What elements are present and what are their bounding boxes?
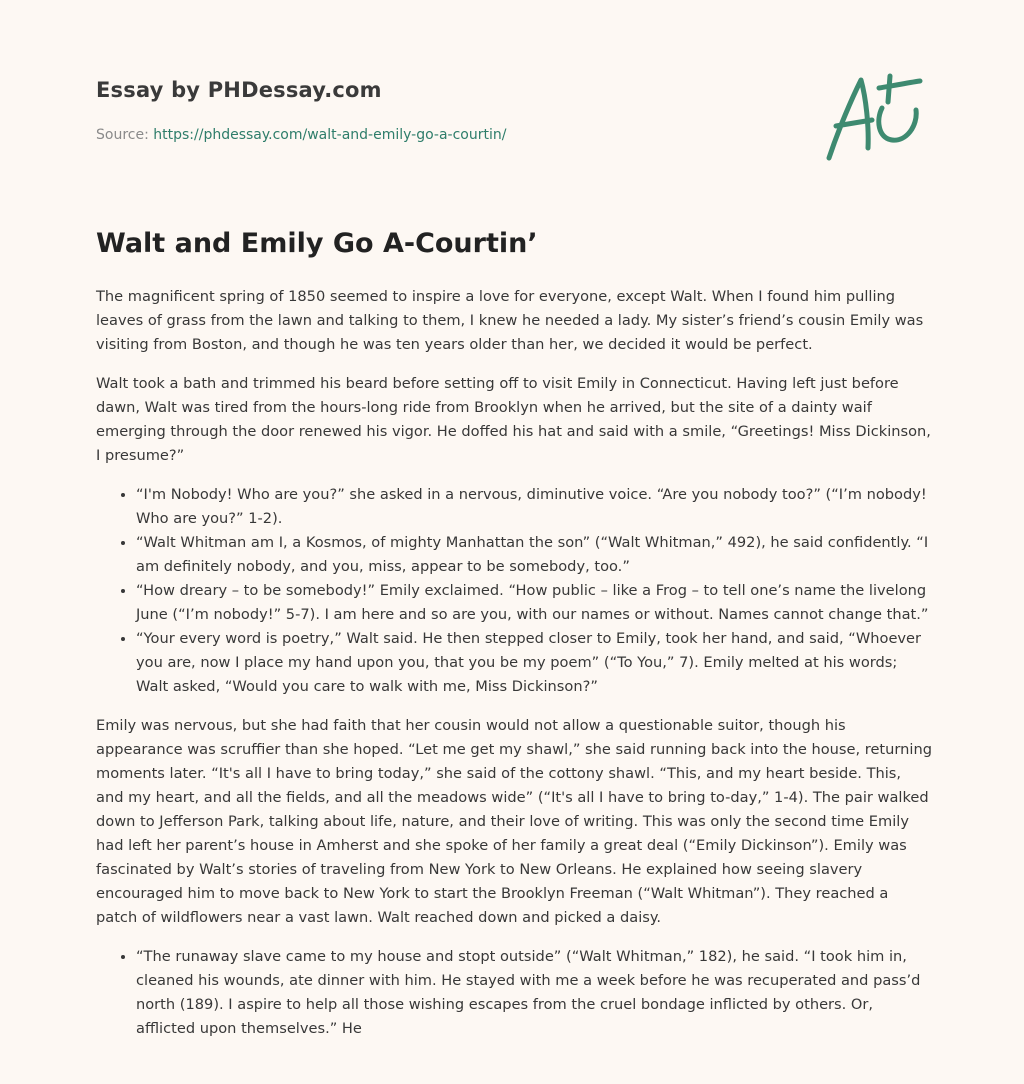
essay-header: [96, 76, 928, 176]
source-line: [96, 125, 506, 145]
dialogue-list: [96, 483, 932, 699]
list-item: • “How dreary – to be somebody!” Emily exclaimed. “How public – like a Frog – to tell one’s name the livelong June (“I’m nobody!” 5-7). I am here and so are you, with our names or without. Names cannot change that.”: [136, 579, 932, 627]
site-brand: Essay by PHDessay.com: [96, 78, 382, 102]
dialogue-list: [96, 945, 932, 1041]
list-item: • “Your every word is poetry,” Walt said. He then stepped closer to Emily, took her hand, and said, “Whoever you are, now I place my hand upon you, that you be my poem” (“To You,” 7). Emily melted at his words; Walt asked, “Would you care to walk with me, Miss Dickinson?”: [136, 627, 932, 699]
list-item: • “Walt Whitman am I, a Kosmos, of mighty Manhattan the son” (“Walt Whitman,” 492), he said confidently. “I am definitely nobody, and you, miss, appear to be somebody, too.”: [136, 531, 932, 579]
paragraph: Emily was nervous, but she had faith that her cousin would not allow a questionable suitor, though his appearance was scruffier than she hoped. “Let me get my shawl,” she said running back into the house, returning moments later. “It's all I have to bring today,” she said of the cottony shawl. “This, and my heart beside. This, and my heart, and all the fields, and all the meadows wide” (“It's all I have to bring to-day,” 1-4). The pair walked down to Jefferson Park, talking about life, nature, and their love of writing. This was only the second time Emily had left her parent’s house in Amherst and she spoke of her family a great deal (“Emily Dickinson”). Emily was fascinated by Walt’s stories of traveling from New York to New Orleans. He explained how seeing slavery encouraged him to move back to New York to start the Brooklyn Freeman (“Walt Whitman”). They reached a patch of wildflowers near a vast lawn. Walt reached down and picked a daisy.: [96, 717, 932, 926]
list-item: • “I'm Nobody! Who are you?” she asked in a nervous, diminutive voice. “Are you nobody too?” (“I’m nobody! Who are you?” 1-2).: [136, 483, 932, 531]
essay-body: [96, 285, 932, 1056]
a-plus-logo: [824, 68, 928, 164]
list-item: • “The runaway slave came to my house and stopt outside” (“Walt Whitman,” 182), he said. “I took him in, cleaned his wounds, ate dinner with him. He stayed with me a week before he was recuperated and pass’d north (189). I aspire to help all those wishing escapes from the cruel bondage inflicted by others. Or, afflicted upon themselves.” He: [136, 945, 932, 1041]
source-label: Source:: [96, 127, 154, 143]
source-link[interactable]: https://phdessay.com/walt-and-emily-go-a-courtin/: [153, 127, 507, 143]
paragraph: The magnificent spring of 1850 seemed to inspire a love for everyone, except Walt. When I found him pulling leaves of grass from the lawn and talking to them, I knew he needed a lady. My sister’s friend’s cousin Emily was visiting from Boston, and though he was ten years older than her, we decided it would be perfect.: [96, 288, 924, 353]
essay-title: Walt and Emily Go A-Courtin’: [96, 228, 538, 259]
paragraph: Walt took a bath and trimmed his beard before setting off to visit Emily in Connecticut. Having left just before dawn, Walt was tired from the hours-long ride from Brooklyn when he arrived, but the site of a dainty waif emerging through the door renewed his vigor. He doffed his hat and said with a smile, “Greetings! Miss Dickinson, I presume?”: [96, 375, 931, 464]
